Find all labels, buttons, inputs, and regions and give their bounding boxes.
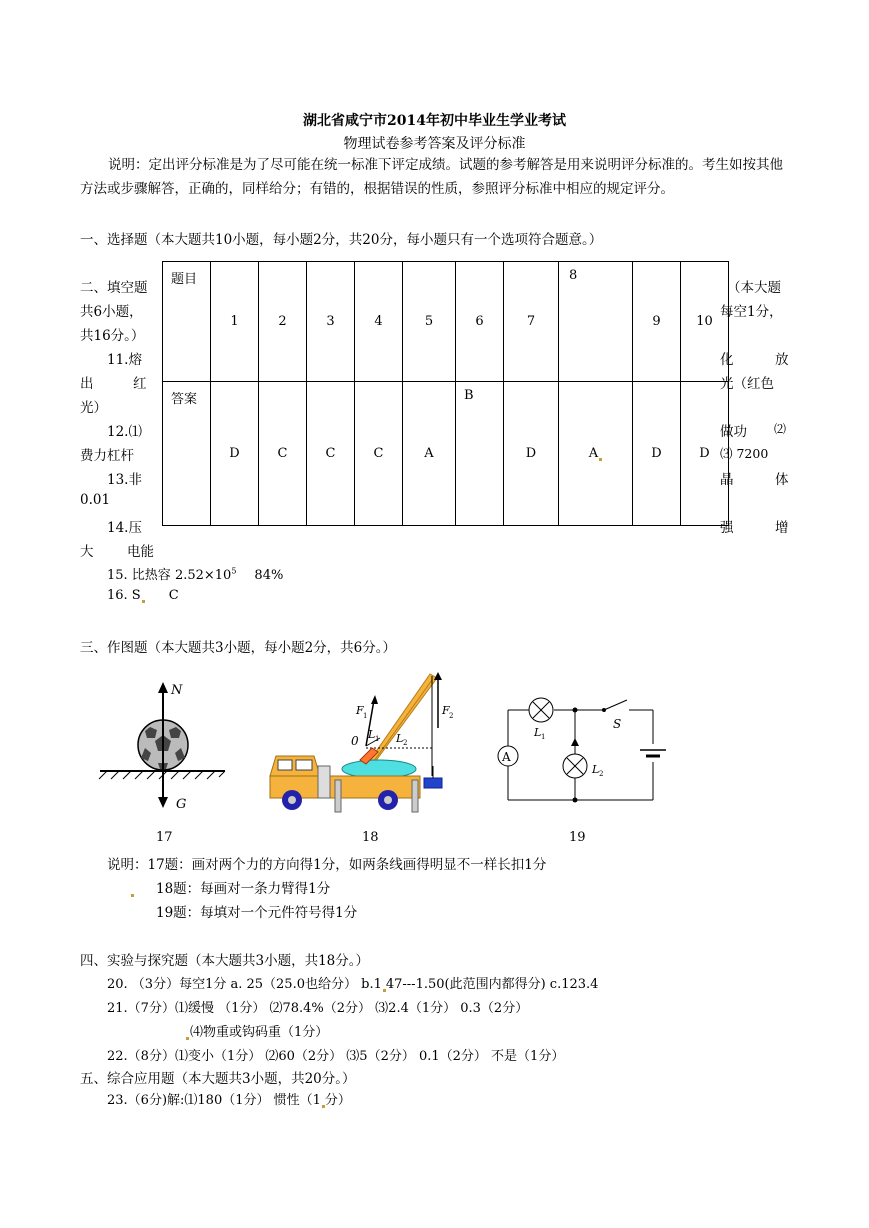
figure-18-crane-diagram xyxy=(262,668,452,818)
svg-text:1: 1 xyxy=(363,712,368,720)
table-answer-cell: D xyxy=(211,382,259,526)
table-number-cell: 2 xyxy=(259,262,307,382)
fill-left-line: 费力杠杆 xyxy=(80,448,134,464)
svg-text:L: L xyxy=(592,763,600,776)
fill-left-line: 出 xyxy=(80,376,94,392)
table-answer-cell: A xyxy=(403,382,456,526)
force-g-label: G xyxy=(176,797,187,812)
answer-23: 23.（6分)解:⑴180（1分） 惯性（1 分） xyxy=(107,1093,351,1108)
answer-22: 22.（8分）⑴变小（1分） ⑵60（2分） ⑶5（2分） 0.1（2分） 不是（1分） xyxy=(107,1049,565,1064)
table-answer-cell: C xyxy=(355,382,403,526)
table-number-cell: 4 xyxy=(355,262,403,382)
figure-18-label: 18 xyxy=(362,830,379,845)
svg-text:A: A xyxy=(502,750,511,764)
answer-20: 20. （3分）每空1分 a. 25（25.0也给分） b.1 47---1.50(此范围内都得分) c.123.4 xyxy=(107,977,599,992)
table-answer-cell: D xyxy=(633,382,681,526)
table-header-answer: 答案 xyxy=(163,382,211,526)
fill-right-line: ⑶ 7200 xyxy=(720,446,769,461)
page-subtitle: 物理试卷参考答案及评分标准 xyxy=(343,136,526,152)
svg-text:2: 2 xyxy=(449,712,454,720)
fill-left-line: 电能 xyxy=(127,544,154,560)
fill-left-line: 大 xyxy=(80,544,94,560)
fill-left-line: 13.非 xyxy=(107,472,142,488)
answer-15: 15. 比热容 $2.52\times 10^5$ 84% xyxy=(107,566,284,583)
section3-heading: 三、作图题（本大题共3小题，每小题2分，共6分。） xyxy=(80,640,397,656)
section4-heading: 四、实验与探究题（本大题共3小题，共18分。） xyxy=(80,953,370,969)
fill-right-line: 强 xyxy=(720,520,734,536)
fill-right-line: （本大题 xyxy=(727,280,781,296)
figure-17-label: 17 xyxy=(156,830,173,845)
fill-right-line: 晶 xyxy=(720,472,734,488)
table-number-cell: 7 xyxy=(504,262,559,382)
table-answer-cell: C xyxy=(259,382,307,526)
fill-right-line: 体 xyxy=(775,472,789,488)
fill-left-line: 11.熔 xyxy=(107,352,142,368)
section1-heading: 一、选择题（本大题共10小题，每小题2分，共20分，每小题只有一个选项符合题意。） xyxy=(80,232,603,248)
svg-text:L: L xyxy=(368,728,376,741)
drawing-note: 19题：每填对一个元件符号得1分 xyxy=(156,905,358,921)
svg-text:1: 1 xyxy=(541,733,546,741)
table-number-cell: 10 xyxy=(681,262,729,382)
intro-paragraph: 说明：定出评分标准是为了尽可能在统一标准下评定成绩。试题的参考解答是用来说明评分标准的。考生如按其他方法或步骤解答，正确的，同样给分；有错的，根据错误的性质，参照评分标准中相应的规定评分。 xyxy=(80,157,783,197)
page-title: 湖北省咸宁市2014年初中毕业生学业考试 xyxy=(303,113,566,129)
svg-text:L: L xyxy=(396,732,404,745)
fill-left-line: 共16分。） xyxy=(80,328,145,344)
fill-left-line: 14.压 xyxy=(107,520,142,536)
answer-16: 16. S C xyxy=(107,588,179,603)
fill-left-line: 共6小题， xyxy=(80,304,143,320)
table-number-cell: 8 xyxy=(559,262,633,382)
drawing-note: 说明：17题：画对两个力的方向得1分，如两条线画得明显不一样长扣1分 xyxy=(107,857,547,873)
table-number-cell: 9 xyxy=(633,262,681,382)
figure-19-label: 19 xyxy=(569,830,586,845)
table-answer-cell: D xyxy=(504,382,559,526)
fill-left-line: 12.⑴ xyxy=(107,424,142,440)
svg-text:F: F xyxy=(356,704,364,717)
svg-text:L: L xyxy=(534,726,542,739)
fill-left-line: 光） xyxy=(80,400,107,416)
svg-text:F: F xyxy=(442,704,450,717)
figure-19-circuit-diagram xyxy=(492,690,672,810)
svg-text:2: 2 xyxy=(403,739,408,747)
fill-right-line: 化 xyxy=(720,352,734,368)
table-number-cell: 1 xyxy=(211,262,259,382)
table-answer-cell: D xyxy=(681,382,729,526)
fill-right-line: 增 xyxy=(775,520,789,536)
fill-right-line: 每空1分， xyxy=(720,304,783,320)
fill-right-line: 光（红色 xyxy=(720,376,774,392)
answer-21-extra: ⑷物重或钩码重（1分） xyxy=(185,1021,328,1040)
answer-table xyxy=(162,261,729,526)
fill-right-line: 放 xyxy=(775,352,789,368)
fill-left-line: 红 xyxy=(133,376,147,392)
fill-right-line: 做功 xyxy=(720,424,747,440)
svg-text:S: S xyxy=(613,717,622,731)
svg-text:1: 1 xyxy=(375,735,380,743)
fill-left-line: 二、填空题 xyxy=(80,280,148,296)
table-answer-cell: C xyxy=(307,382,355,526)
force-n-label: N xyxy=(171,683,183,698)
fill-left-line: 0.01 xyxy=(80,492,111,508)
answer-21: 21.（7分）⑴缓慢 （1分） ⑵78.4%（2分） ⑶2.4（1分） 0.3（2分） xyxy=(107,1001,529,1016)
drawing-note: 18题：每画对一条力臂得1分 xyxy=(130,877,330,897)
table-answer-cell: A xyxy=(559,382,633,526)
table-number-cell: 3 xyxy=(307,262,355,382)
table-header-question: 题目 xyxy=(163,262,211,382)
table-number-cell: 6 xyxy=(456,262,504,382)
section5-heading: 五、综合应用题（本大题共3小题，共20分。） xyxy=(80,1071,356,1087)
table-number-cell: 5 xyxy=(403,262,456,382)
table-answer-cell: B xyxy=(456,382,504,526)
svg-text:0: 0 xyxy=(351,734,359,748)
figure-17-ball-diagram xyxy=(95,680,230,815)
svg-text:2: 2 xyxy=(599,770,604,778)
fill-right-line: ⑵ xyxy=(774,422,787,436)
